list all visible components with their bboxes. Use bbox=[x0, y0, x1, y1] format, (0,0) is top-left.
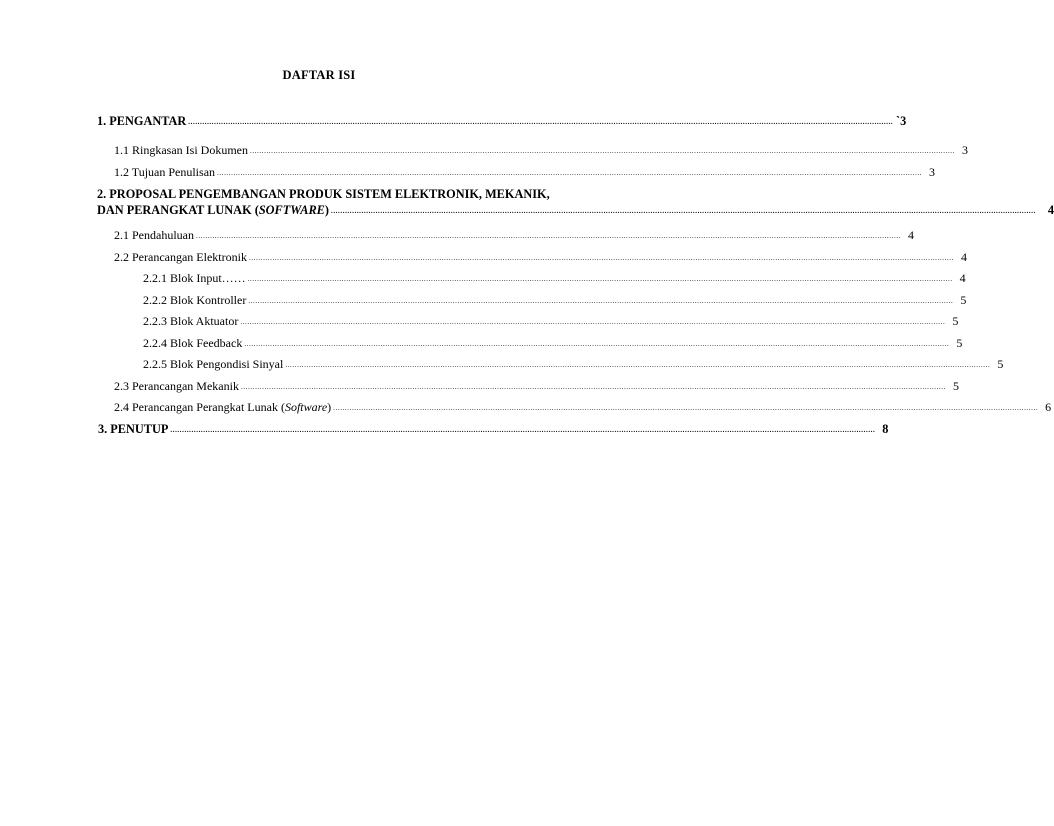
toc-page-number: 3 bbox=[929, 164, 936, 179]
toc-label: 2.2.1 Blok Input…… bbox=[143, 271, 246, 285]
toc-entry-blok-aktuator[interactable] bbox=[97, 308, 959, 330]
toc-leader-dots: ............................................................................................................................................................................................................................................................................................................ bbox=[244, 339, 950, 348]
toc-entry-pendahuluan[interactable] bbox=[97, 222, 914, 244]
toc-leader-dots: ............................................................................................................................................................................................................................................................................................................ bbox=[247, 275, 953, 283]
toc-leader-dots: ............................................................................................................................................................................................................................................................................................................ bbox=[330, 206, 1036, 215]
toc-label-line1: 2. PROPOSAL PENGEMBANGAN PRODUK SISTEM ELEKTRONIK, MEKANIK, bbox=[97, 186, 550, 201]
table-of-contents bbox=[97, 107, 1054, 437]
toc-leader-dots: ............................................................................................................................................................................................................................................................................................................ bbox=[240, 318, 946, 326]
toc-leader-dots: ............................................................................................................................................................................................................................................................................................................ bbox=[240, 382, 946, 391]
toc-page-number: 6 bbox=[1045, 400, 1052, 414]
toc-page-number: 5 bbox=[952, 378, 959, 393]
toc-entry-blok-input[interactable] bbox=[97, 265, 966, 287]
toc-leader-dots: ............................................................................................................................................................................................................................................................................................................ bbox=[333, 404, 1039, 412]
toc-page-number: 5 bbox=[960, 292, 967, 307]
toc-page-number: 5 bbox=[997, 357, 1004, 371]
toc-leader-dots: ............................................................................................................................................................................................................................................................................................................ bbox=[248, 296, 954, 305]
toc-label: 3. PENUTUP bbox=[98, 421, 169, 436]
toc-leader-dots: ............................................................................................................................................................................................................................................................................................................ bbox=[170, 425, 876, 434]
toc-label: 2.3 Perancangan Mekanik bbox=[114, 378, 239, 393]
toc-leader-dots: ............................................................................................................................................................................................................................................................................................................ bbox=[196, 232, 901, 240]
toc-leader-dots: ............................................................................................................................................................................................................................................................................................................ bbox=[250, 147, 955, 155]
toc-label: 2.2.5 Blok Pengondisi Sinyal bbox=[143, 357, 284, 371]
toc-label: 2.2.2 Blok Kontroller bbox=[143, 292, 247, 307]
toc-leader-dots: ............................................................................................................................................................................................................................................................................................................ bbox=[217, 168, 923, 177]
toc-page-number: 4 bbox=[908, 228, 914, 242]
toc-entry-proposal[interactable] bbox=[97, 186, 1054, 218]
toc-label: 1.1 Ringkasan Isi Dokumen bbox=[114, 143, 248, 157]
toc-label: 1. PENGANTAR bbox=[97, 113, 187, 128]
toc-page-number: `3 bbox=[896, 113, 907, 128]
toc-page-number: 4 bbox=[1047, 202, 1054, 217]
toc-label: 2.2.3 Blok Aktuator bbox=[143, 314, 239, 328]
toc-label: 2.2 Perancangan Elektronik bbox=[114, 249, 247, 264]
toc-entry-pengantar[interactable] bbox=[97, 107, 907, 129]
toc-label: 1.2 Tujuan Penulisan bbox=[114, 164, 216, 179]
toc-label: 2.2.4 Blok Feedback bbox=[143, 335, 243, 350]
toc-entry-ringkasan[interactable] bbox=[97, 137, 968, 159]
toc-entry-blok-pengondisi[interactable] bbox=[97, 351, 1004, 373]
toc-entry-tujuan[interactable] bbox=[97, 158, 936, 180]
toc-page-number: 8 bbox=[882, 421, 889, 436]
toc-page-number: 3 bbox=[962, 143, 968, 157]
toc-label: 2.4 Perancangan Perangkat Lunak (Software) bbox=[114, 400, 332, 414]
toc-page-number: 5 bbox=[956, 335, 963, 350]
toc-entry-perangkat-lunak[interactable] bbox=[97, 394, 1052, 416]
toc-entry-penutup[interactable] bbox=[97, 415, 889, 437]
toc-leader-dots: ............................................................................................................................................................................................................................................................................................................ bbox=[188, 117, 894, 126]
toc-entry-mekanik[interactable] bbox=[97, 372, 959, 394]
toc-entry-blok-kontroller[interactable] bbox=[97, 286, 967, 308]
toc-page-number: 4 bbox=[960, 249, 967, 264]
toc-page-number: 4 bbox=[959, 271, 966, 285]
page-title: DAFTAR ISI bbox=[282, 68, 356, 82]
toc-label-line2: DAN PERANGKAT LUNAK (SOFTWARE) bbox=[97, 202, 329, 217]
toc-leader-dots: ............................................................................................................................................................................................................................................................................................................ bbox=[248, 253, 954, 262]
toc-entry-blok-feedback[interactable] bbox=[97, 329, 963, 351]
toc-label: 2.1 Pendahuluan bbox=[114, 228, 194, 242]
toc-leader-dots: ............................................................................................................................................................................................................................................................................................................ bbox=[285, 361, 991, 369]
toc-page-number: 5 bbox=[952, 314, 959, 328]
toc-entry-elektronik[interactable] bbox=[97, 243, 967, 265]
